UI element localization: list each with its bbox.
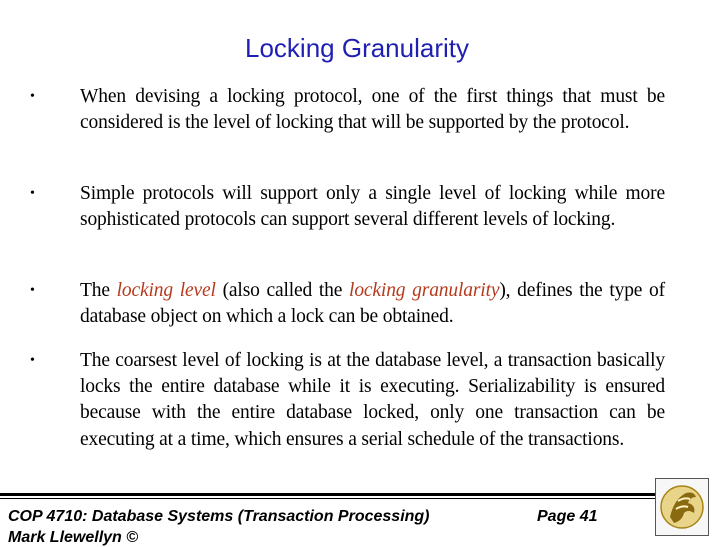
bullet-icon: • xyxy=(30,89,35,104)
footer-course: COP 4710: Database Systems (Transaction Processing) xyxy=(8,508,430,525)
bullet-text xyxy=(80,278,665,330)
footer-divider-thin xyxy=(0,498,655,499)
bullet-text-segment: When devising a locking protocol, one of the first things that must be considered is the level of locking that will be supported by the protocol. xyxy=(80,86,665,134)
bullet-text xyxy=(80,348,665,453)
page-number: Page 41 xyxy=(537,508,598,525)
bullet-text xyxy=(80,84,665,136)
bullet-icon: • xyxy=(30,283,35,298)
bullet-text-segment: ), defines the type of database object on which a lock can be obtained. xyxy=(80,280,666,328)
bullet-icon: • xyxy=(30,353,35,368)
slide-title: Locking Granularity xyxy=(245,33,469,63)
footer-author: Mark Llewellyn © xyxy=(8,529,139,546)
bullet-text xyxy=(80,181,665,233)
footer-divider xyxy=(0,493,655,496)
emphasis-term: locking granularity xyxy=(349,280,500,301)
bullet-text-segment: Simple protocols will support only a single level of locking while more sophisticated protocols can support several different levels of locking. xyxy=(80,183,665,231)
bullet-text-segment: The xyxy=(80,280,117,301)
bullet-text-segment: (also called the xyxy=(215,280,350,301)
bullet-text-segment: The coarsest level of locking is at the database level, a transaction basically locks the entire database while it is executing. Serializability is ensured because with the entire database locked, only one transaction can be executing at a time, which ensures a serial schedule of the transactions. xyxy=(80,350,665,450)
emphasis-term: locking level xyxy=(116,280,216,301)
bullet-icon: • xyxy=(30,186,35,201)
pegasus-logo-icon xyxy=(655,478,709,536)
